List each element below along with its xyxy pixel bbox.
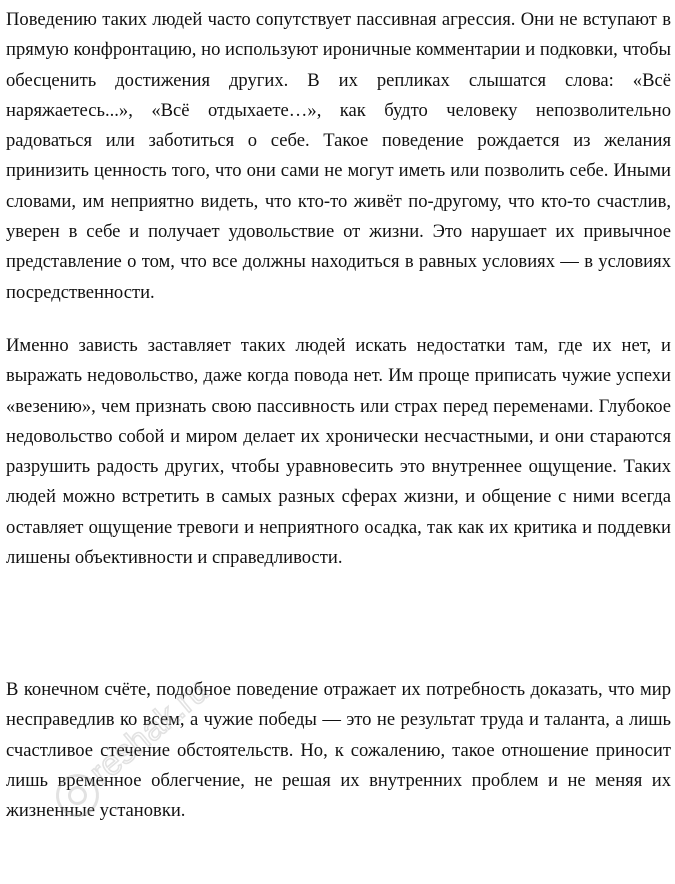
paragraph-3: В конечном счёте, подобное поведение отражает их потребность доказать, что мир несправедлив ко всем, а чужие победы — это не результат труда и таланта, а лишь счастливое стечение обстоятельств. Но, к сожалению, такое отношение приносит лишь временное облегчение, не решая их внутренних проблем и не меняя их жизненные установки. bbox=[6, 679, 671, 822]
paragraph-2: Именно зависть заставляет таких людей искать недостатки там, где их нет, и выражать недовольство, даже когда повода нет. Им проще приписать чужие успехи «везению», чем признать свою пассивность или страх перед переменами. Глубокое недовольство собой и миром делает их хронически несчастными, и они стараются разрушить радость других, чтобы уравновесить это внутреннее ощущение. Таких людей можно встретить в самых разных сферах жизни, и общение с ними всегда оставляет ощущение тревоги и неприятного осадка, так как их критика и поддевки лишены объективности и справедливости. bbox=[6, 335, 671, 569]
paragraph-1: Поведению таких людей часто сопутствует пассивная агрессия. Они не вступают в прямую конфронтацию, но используют ироничные комментарии и подковки, чтобы обесценить достижения других. В их репликах слышатся слова: «Всё наряжаетесь...», «Всё отдыхаете…», как будто человеку непозволительно радоваться или заботиться о себе. Такое поведение рождается из желания принизить ценность того, что они сами не могут иметь или позволить себе. Иными словами, им неприятно видеть, что кто-то живёт по-другому, что кто-то счастлив, уверен в себе и получает удовольствие от жизни. Это нарушает их привычное представление о том, что все должны находиться в равных условиях — в условиях посредственности. bbox=[6, 9, 671, 303]
watermark-text: reshak.ru bbox=[82, 671, 216, 792]
